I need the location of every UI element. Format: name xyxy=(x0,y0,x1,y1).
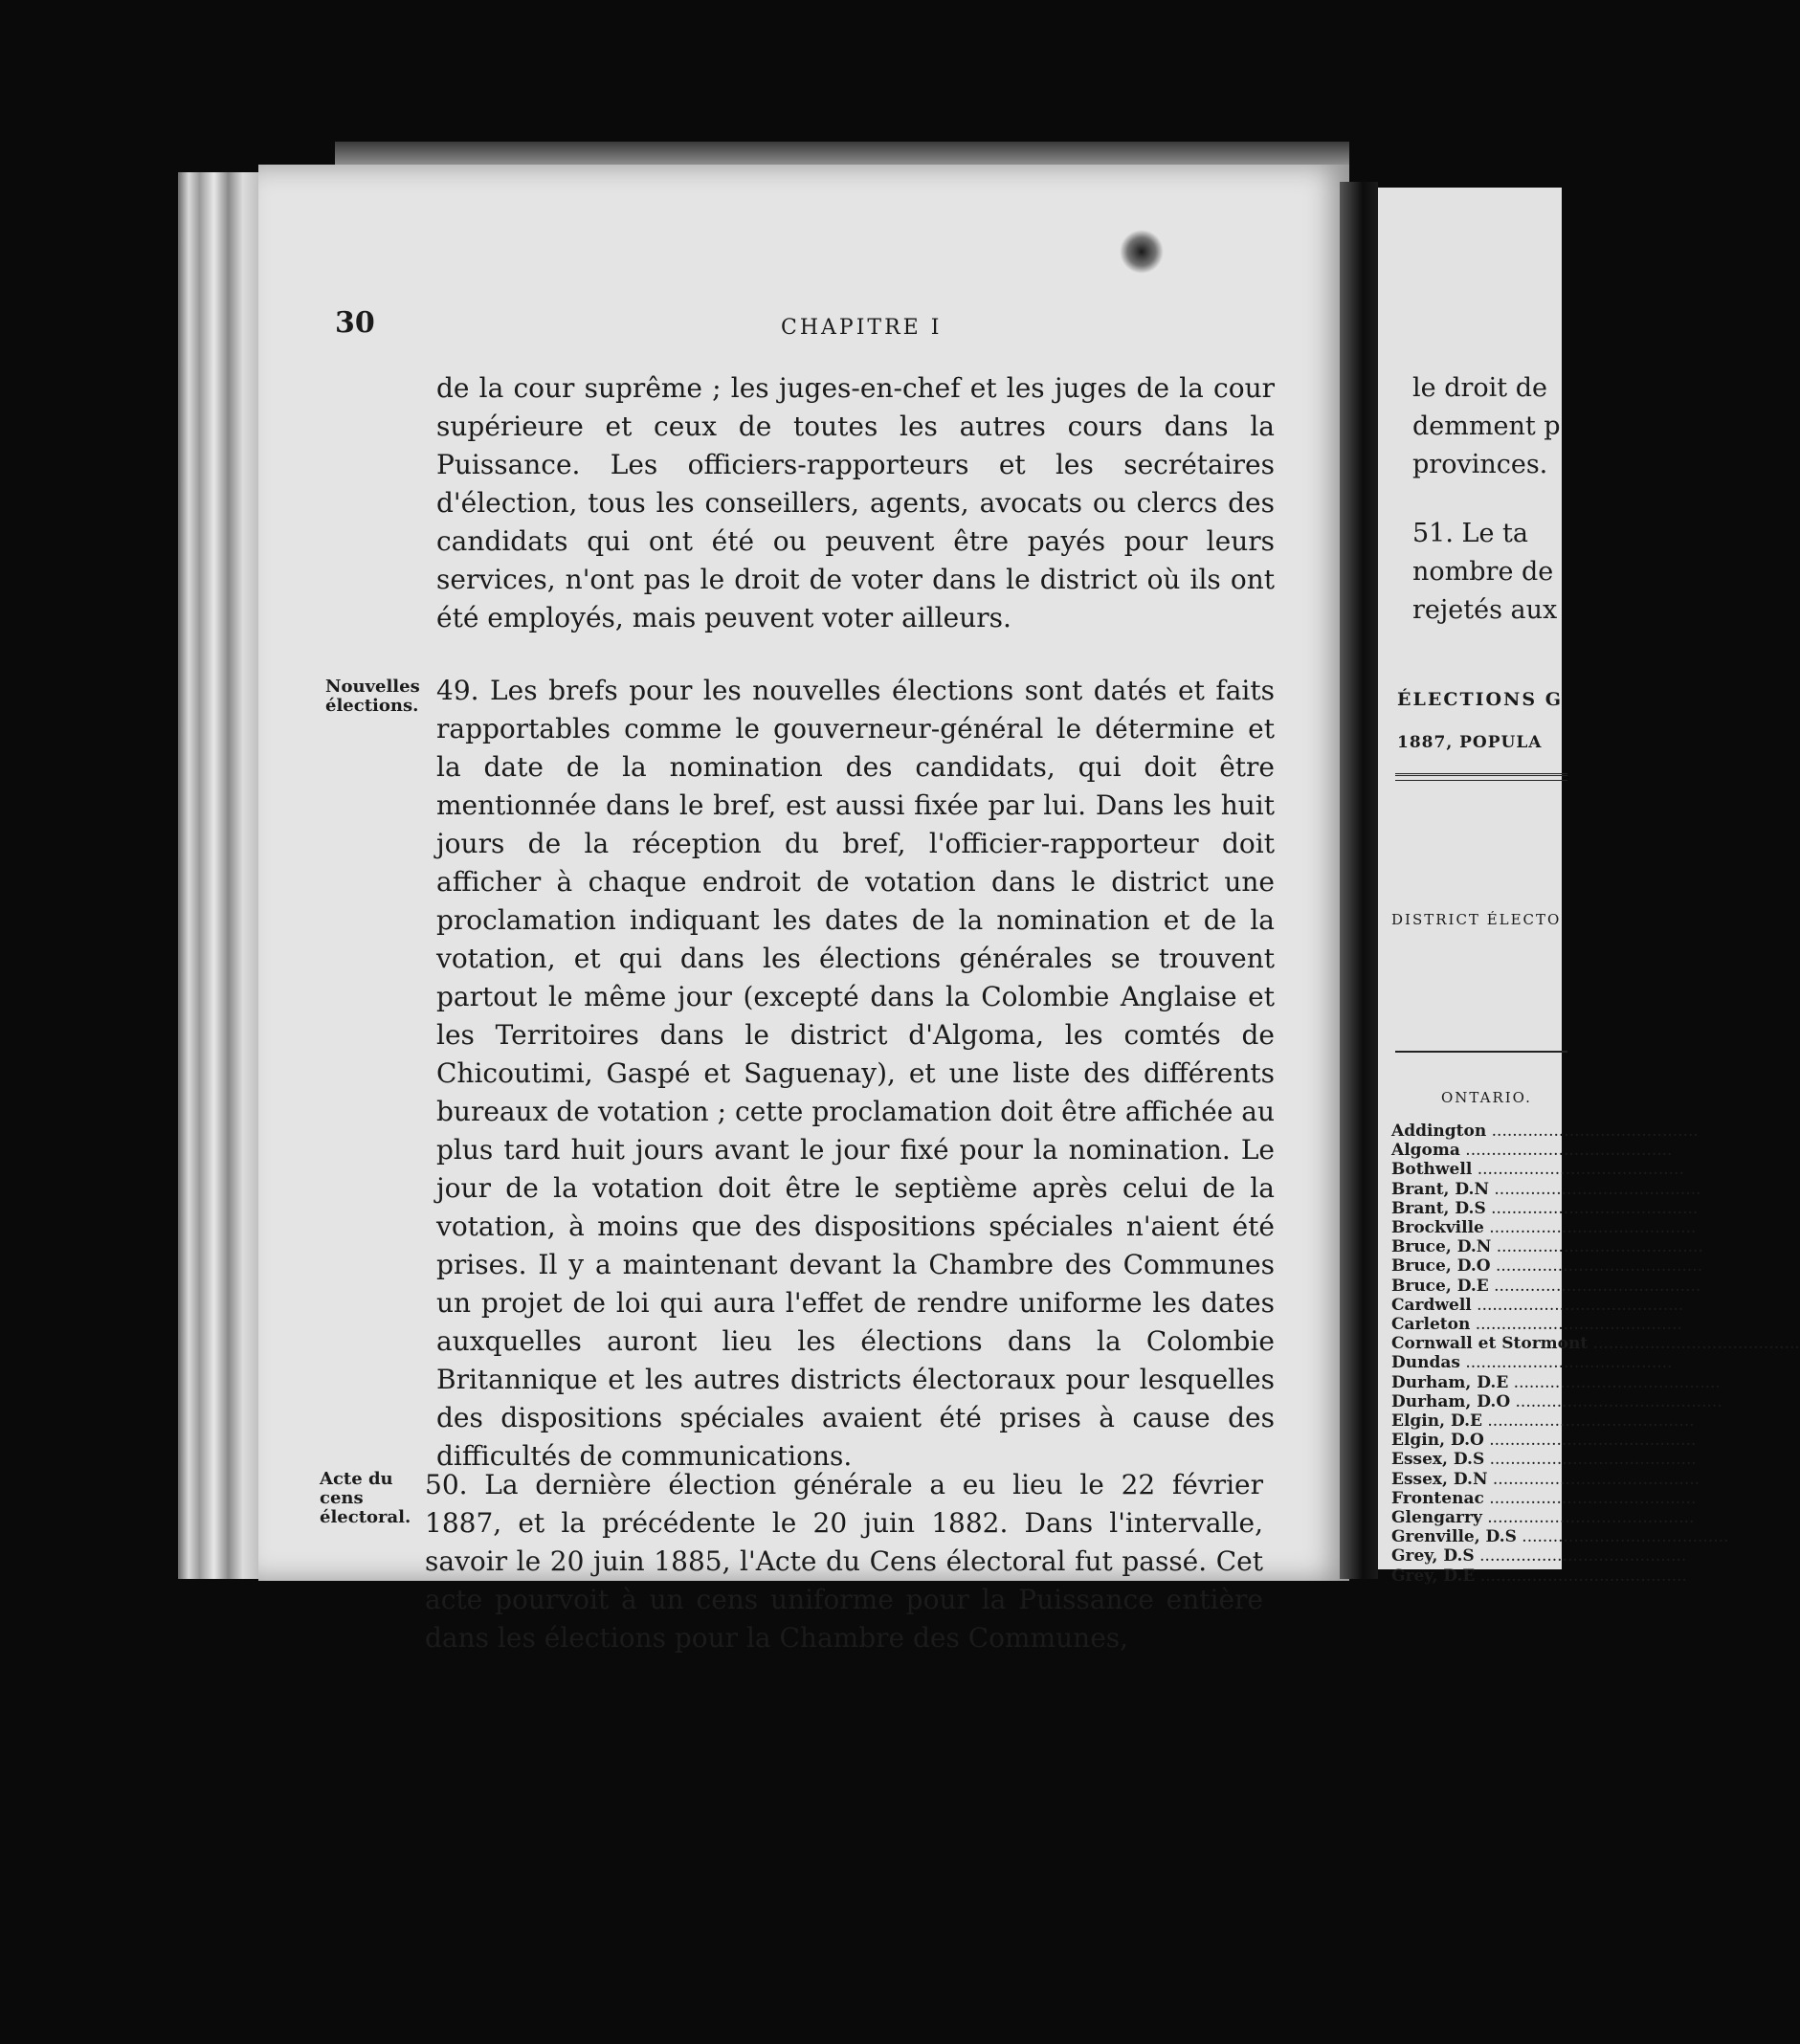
right-line: 51. Le ta xyxy=(1412,519,1528,548)
district-list xyxy=(1391,1122,1800,1586)
ink-stain xyxy=(1120,230,1164,274)
district-entry: Bruce, D.N ..... xyxy=(1391,1237,1800,1256)
right-page-top-lines xyxy=(1412,369,1561,484)
right-line: demment p xyxy=(1412,411,1561,441)
district-entry: Grey, D.S ..... xyxy=(1391,1546,1800,1566)
district-entry: Bruce, D.E ..... xyxy=(1391,1277,1800,1296)
district-entry: Glengarry ..... xyxy=(1391,1508,1800,1527)
district-entry: Elgin, D.O ..... xyxy=(1391,1431,1800,1450)
district-entry: Algoma ..... xyxy=(1391,1141,1800,1160)
paragraph-49: 49. Les brefs pour les nouvelles élections sont datés et faits rapportables comme le gouverneur-général le détermine et la date de la nomination des candidats, qui doit être mentionnée dans le bref, est aussi fixée par lui. Dans les huit jours de la réception du bref, l'officier-rapporteur doit afficher à chaque endroit de votation dans le district une proclamation indiquant les dates de la nomination et de la votation, et qui dans les élections générales se trouvent partout le même jour (excepté dans la Colombie Anglaise et les Territoires dans le district d'Algoma, les comtés de Chicoutimi, Gaspé et Saguenay), et une liste des différents bureaux de votation ; cette proclamation doit être affichée au plus tard huit jours avant le jour fixé pour la nomination. Le jour de la votation doit être le septième après celui de la votation, à moins que des dispositions spéciales n'aient été prises. Il y a maintenant devant la Chambre des Communes un projet de loi qui aura l'effet de rendre uniforme les dates auxquelles auront lieu les élections dans la Colombie Britannique et les autres districts électoraux pour lesquelles des dispositions spéciales avaient été prises à cause des difficultés de communications. xyxy=(436,675,1275,1472)
district-entry: Durham, D.E ..... xyxy=(1391,1373,1800,1392)
district-entry: Frontenac ..... xyxy=(1391,1489,1800,1508)
district-entry: Essex, D.S ..... xyxy=(1391,1450,1800,1469)
district-entry: Carleton ..... xyxy=(1391,1315,1800,1334)
margin-note-nouvelles-elections: Nouvelles élections. xyxy=(325,677,420,716)
margin-note-acte-du-cens: Acte du cens électoral. xyxy=(320,1469,411,1527)
province-label: ONTARIO. xyxy=(1441,1089,1532,1106)
right-line: nombre de xyxy=(1412,557,1554,587)
right-line: provinces. xyxy=(1412,450,1548,479)
district-entry: Addington ..... xyxy=(1391,1122,1800,1141)
running-head: CHAPITRE I xyxy=(781,316,943,340)
paragraph-50: 50. La dernière élection générale a eu lieu le 22 février 1887, et la précédente le 20 juin 1882. Dans l'intervalle, savoir le 20 juin 1885, l'Acte du Cens électoral fut passé. Cet acte pourvoit à un cens uniforme pour la Puissance entière dans les élections pour la Chambre des Communes, xyxy=(425,1469,1263,1654)
district-entry: Cornwall et Stormont ..... xyxy=(1391,1334,1800,1353)
district-entry: Durham, D.O ..... xyxy=(1391,1392,1800,1411)
right-line: le droit de xyxy=(1412,373,1547,403)
district-entry: Elgin, D.E ..... xyxy=(1391,1411,1800,1431)
book-gutter xyxy=(1340,182,1378,1579)
continuation-paragraph: de la cour suprême ; les juges-en-chef et les juges de la cour supérieure et ceux de toutes les autres cours dans la Puissance. Les officiers-rapporteurs et les secrétaires d'élection, tous les conseillers, agents, avocats ou clercs des candidats qui ont été ou peuvent être payés pour leurs services, n'ont pas le droit de voter dans le district où ils ont été employés, mais peuvent voter ailleurs. xyxy=(436,372,1275,633)
district-entry: Grenville, D.S ..... xyxy=(1391,1527,1800,1546)
district-entry: Grey, D.E ..... xyxy=(1391,1566,1800,1586)
district-entry: Brant, D.S ..... xyxy=(1391,1199,1800,1218)
district-entry: Bruce, D.O ..... xyxy=(1391,1256,1800,1276)
book-page-edges xyxy=(178,172,268,1579)
district-entry: Essex, D.N ..... xyxy=(1391,1470,1800,1489)
page-number: 30 xyxy=(335,306,375,340)
column-rule xyxy=(1395,1051,1567,1053)
double-rule xyxy=(1395,773,1567,781)
table-subheading: 1887, POPULA xyxy=(1397,733,1543,752)
right-paragraph-51 xyxy=(1412,515,1557,630)
district-entry: Brant, D.N ..... xyxy=(1391,1180,1800,1199)
right-page xyxy=(1378,188,1589,1586)
district-entry: Dundas ..... xyxy=(1391,1353,1800,1372)
right-line: rejetés aux xyxy=(1412,595,1558,625)
district-entry: Brockville ..... xyxy=(1391,1218,1800,1237)
table-heading: ÉLECTIONS G xyxy=(1397,689,1563,710)
district-entry: Bothwell ..... xyxy=(1391,1160,1800,1179)
district-entry: Cardwell ..... xyxy=(1391,1296,1800,1315)
table-column-head: DISTRICT ÉLECTO xyxy=(1391,911,1562,928)
